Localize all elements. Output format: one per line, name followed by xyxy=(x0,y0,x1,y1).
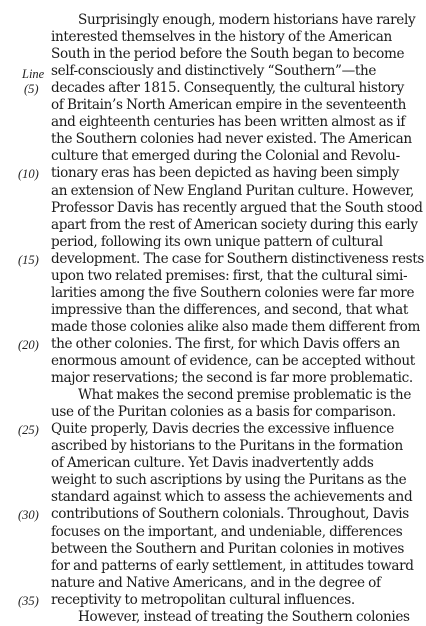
line-number: (10) xyxy=(18,167,39,182)
passage-line: South in the period before the South began to become xyxy=(51,46,405,63)
passage-line: weight to such ascriptions by using the Puritans as the xyxy=(51,472,407,489)
passage-line: tionary eras has been depicted as having been simply xyxy=(51,165,399,182)
passage-line: ascribed by historians to the Puritans in the formation xyxy=(51,438,403,455)
passage-line: and eighteenth centuries has been written almost as if xyxy=(51,114,406,131)
passage-line: apart from the rest of American society during this early xyxy=(51,216,418,233)
passage-line: the Southern colonies had never existed. The American xyxy=(51,131,412,148)
line-number: (30) xyxy=(18,508,39,523)
passage-line: between the Southern and Puritan colonies in motives xyxy=(51,540,405,557)
passage-line: Professor Davis has recently argued that the South stood xyxy=(51,199,423,216)
passage-line: an extension of New England Puritan culture. However, xyxy=(51,182,415,199)
line-number: (15) xyxy=(18,252,39,267)
line-number: (25) xyxy=(18,423,39,438)
passage-line: nature and Native Americans, and in the degree of xyxy=(51,574,381,591)
passage-line: use of the Puritan colonies as a basis for comparison. xyxy=(51,404,396,421)
passage-line: culture that emerged during the Colonial and Revolu- xyxy=(51,148,400,165)
passage-line: made those colonies alike also made them different from xyxy=(51,318,421,335)
passage-line: period, following its own unique pattern of cultural xyxy=(51,233,383,250)
passage-line: larities among the five Southern colonies were far more xyxy=(51,284,415,301)
line-number: (5) xyxy=(24,82,39,97)
passage-line: major reservations; the second is far more problematic. xyxy=(51,370,413,387)
line-number: (20) xyxy=(18,337,39,352)
passage-line: for and patterns of early settlement, in attitudes toward xyxy=(51,557,414,574)
passage-line: contributions of Southern colonials. Throughout, Davis xyxy=(51,506,409,523)
passage-line: self-consciously and distinctively “Southern”—the xyxy=(51,63,377,80)
line-number: (35) xyxy=(18,593,39,608)
passage-line: enormous amount of evidence, can be accepted without xyxy=(51,353,415,369)
passage-line: development. The case for Southern distinctiveness rests xyxy=(51,250,425,267)
passage-line: interested themselves in the history of the American xyxy=(51,29,392,46)
passage-line: decades after 1815. Consequently, the cultural history xyxy=(51,80,404,97)
line-marker-label: Line xyxy=(22,67,45,82)
passage-line: impressive than the differences, and second, that what xyxy=(51,301,409,318)
passage-line: upon two related premises: first, that the cultural simi- xyxy=(51,267,408,284)
passage-line: What makes the second premise problematic is the xyxy=(78,387,412,404)
passage-line: receptivity to metropolitan cultural influences. xyxy=(51,591,355,608)
passage-line: of American culture. Yet Davis inadvertently adds xyxy=(51,455,374,472)
passage-line: Quite properly, Davis decries the excessive influence xyxy=(51,421,394,438)
passage-line: Surprisingly enough, modern historians have rarely xyxy=(78,12,416,28)
passage-line: of Britain’s North American empire in the seventeenth xyxy=(51,97,406,114)
passage-line: the other colonies. The first, for which Davis offers an xyxy=(51,335,400,352)
passage-line: standard against which to assess the achievements and xyxy=(51,489,413,506)
passage-line: However, instead of treating the Southern colonies xyxy=(78,608,410,625)
passage-line: focuses on the important, and undeniable, differences xyxy=(51,523,403,540)
